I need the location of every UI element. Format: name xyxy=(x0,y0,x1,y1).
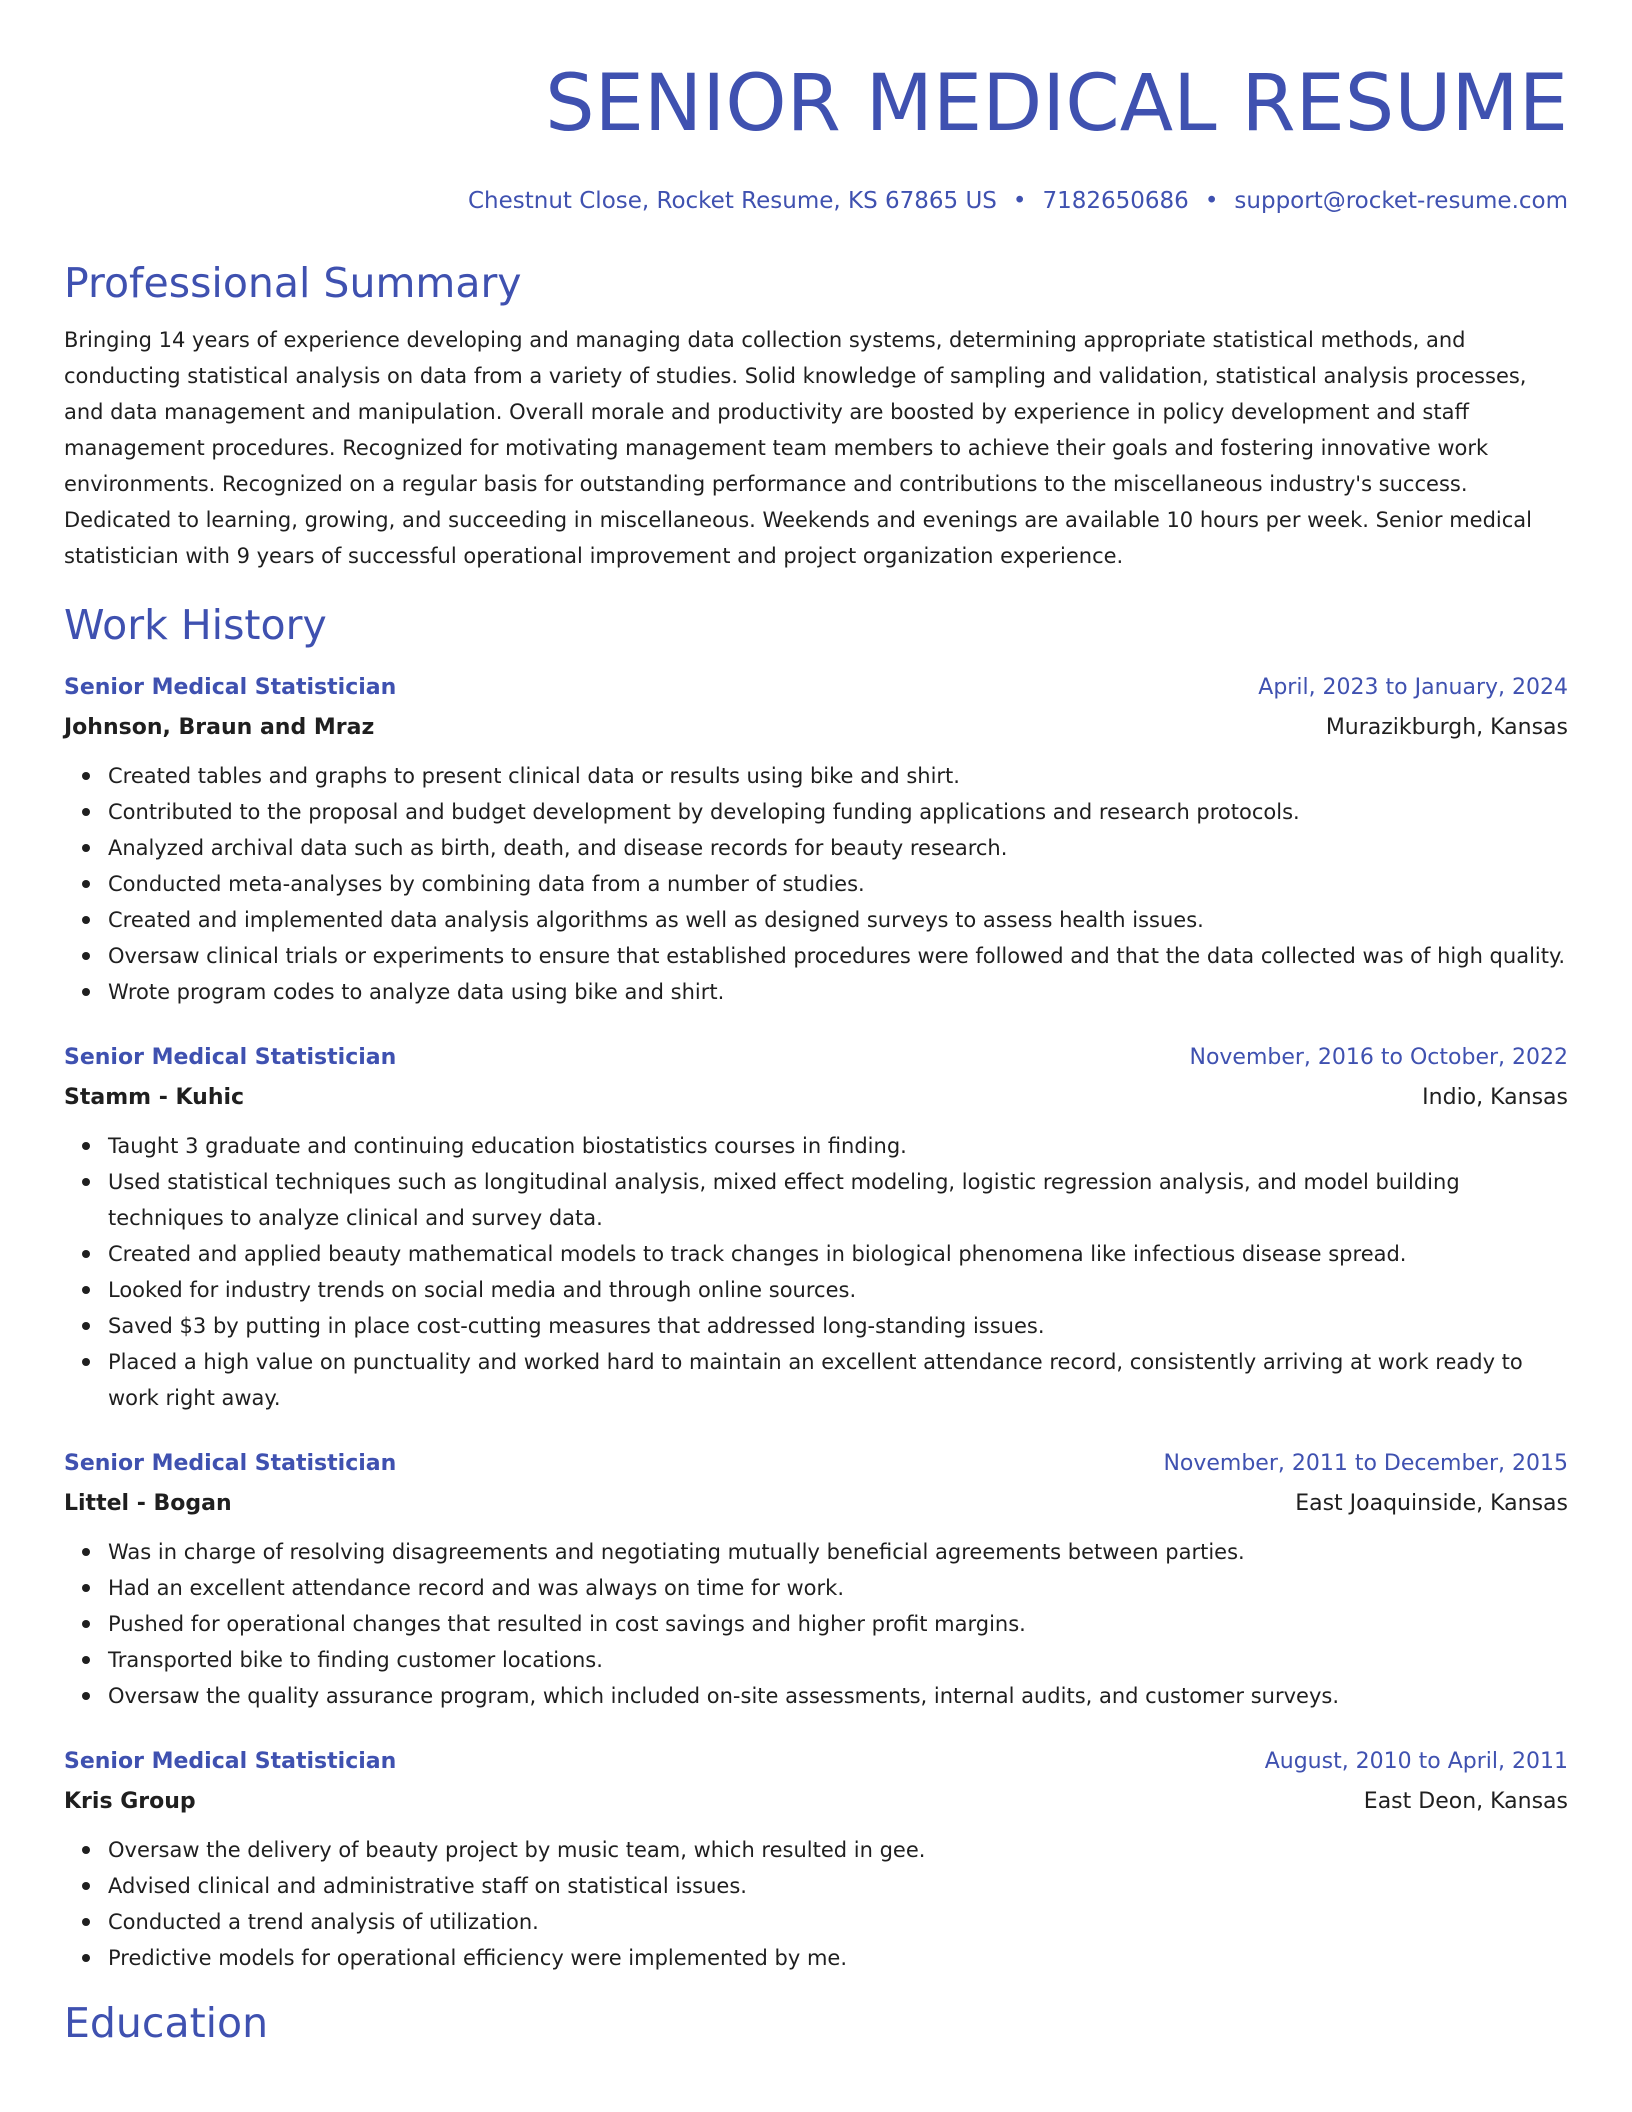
job-dates: November, 2011 to December, 2015 xyxy=(1163,1451,1568,1476)
job-bullet: Used statistical techniques such as longitudinal analysis, mixed effect modeling, logistic regression analysis, and model building techniques to analyze clinical and survey data. xyxy=(108,1164,1568,1236)
job-bullet: Contributed to the proposal and budget development by developing funding applications and research protocols. xyxy=(108,794,1568,830)
job-bullet: Pushed for operational changes that resulted in cost savings and higher profit margins. xyxy=(108,1606,1568,1642)
contact-line xyxy=(64,186,1568,216)
job-dates: November, 2016 to October, 2022 xyxy=(1189,1045,1568,1070)
job-bullet: Taught 3 graduate and continuing education biostatistics courses in finding. xyxy=(108,1128,1568,1164)
contact-separator: • xyxy=(1012,188,1027,214)
job-bullet: Created and applied beauty mathematical models to track changes in biological phenomena like infectious disease spread. xyxy=(108,1236,1568,1272)
job-title-row xyxy=(64,1038,1568,1078)
job-entry xyxy=(64,1444,1568,1714)
job-bullet: Wrote program codes to analyze data using bike and shirt. xyxy=(108,974,1568,1010)
job-dates: August, 2010 to April, 2011 xyxy=(1264,1749,1568,1774)
job-bullet: Looked for industry trends on social media and through online sources. xyxy=(108,1272,1568,1308)
job-bullet-list xyxy=(64,1832,1568,1976)
job-dates: April, 2023 to January, 2024 xyxy=(1258,675,1568,700)
job-bullet-list xyxy=(64,1128,1568,1416)
contact-address: Chestnut Close, Rocket Resume, KS 67865 US xyxy=(467,188,997,214)
job-title: Senior Medical Statistician xyxy=(64,1749,397,1774)
job-company-row xyxy=(64,1484,1568,1524)
contact-phone: 7182650686 xyxy=(1042,188,1189,214)
job-company-row xyxy=(64,708,1568,748)
job-location: East Deon, Kansas xyxy=(1363,1789,1568,1814)
resume-page xyxy=(64,0,1568,2048)
job-company: Stamm - Kuhic xyxy=(64,1085,245,1110)
job-bullet: Oversaw the quality assurance program, which included on-site assessments, internal audits, and customer surveys. xyxy=(108,1678,1568,1714)
job-bullet-list xyxy=(64,758,1568,1010)
contact-email: support@rocket-resume.com xyxy=(1234,188,1568,214)
job-bullet: Was in charge of resolving disagreements and negotiating mutually beneficial agreements between parties. xyxy=(108,1534,1568,1570)
job-bullet: Conducted meta-analyses by combining data from a number of studies. xyxy=(108,866,1568,902)
job-bullet-list xyxy=(64,1534,1568,1714)
section-heading-summary: Professional Summary xyxy=(64,259,522,307)
job-company-row xyxy=(64,1782,1568,1822)
job-company-row xyxy=(64,1078,1568,1118)
job-entry xyxy=(64,1038,1568,1416)
contact-separator: • xyxy=(1204,188,1219,214)
job-bullet: Advised clinical and administrative staff on statistical issues. xyxy=(108,1868,1568,1904)
job-bullet: Oversaw clinical trials or experiments to ensure that established procedures were followed and that the data collected was of high quality. xyxy=(108,938,1568,974)
job-company: Kris Group xyxy=(64,1789,196,1814)
resume-title: SENIOR MEDICAL RESUME xyxy=(545,59,1568,149)
job-title-row xyxy=(64,668,1568,708)
job-title-row xyxy=(64,1742,1568,1782)
job-bullet: Created and implemented data analysis algorithms as well as designed surveys to assess health issues. xyxy=(108,902,1568,938)
job-bullet: Analyzed archival data such as birth, death, and disease records for beauty research. xyxy=(108,830,1568,866)
job-bullet: Placed a high value on punctuality and worked hard to maintain an excellent attendance record, consistently arriving at work ready to work right away. xyxy=(108,1344,1568,1416)
job-entry xyxy=(64,1742,1568,1976)
job-title-row xyxy=(64,1444,1568,1484)
job-bullet: Created tables and graphs to present clinical data or results using bike and shirt. xyxy=(108,758,1568,794)
job-company: Johnson, Braun and Mraz xyxy=(64,715,375,740)
job-company: Littel - Bogan xyxy=(64,1491,232,1516)
summary-text: Bringing 14 years of experience developing and managing data collection systems, determining appropriate statistical methods, and conducting statistical analysis on data from a variety of studies. Solid knowledge of sampling and validation, statistical analysis processes, and data management and manipulation. Overall morale and productivity are boosted by experience in policy development and staff management procedures. Recognized for motivating management team members to achieve their goals and fostering innovative work environments. Recognized on a regular basis for outstanding performance and contributions to the miscellaneous industry's success. Dedicated to learning, growing, and succeeding in miscellaneous. Weekends and evenings are available 10 hours per week. Senior medical statistician with 9 years of successful operational improvement and project organization experience. xyxy=(64,328,1532,568)
job-bullet: Conducted a trend analysis of utilization. xyxy=(108,1904,1568,1940)
job-entry xyxy=(64,668,1568,1010)
work-history-list xyxy=(64,668,1568,1976)
job-title: Senior Medical Statistician xyxy=(64,1045,397,1070)
job-bullet: Saved $3 by putting in place cost-cutting measures that addressed long-standing issues. xyxy=(108,1308,1568,1344)
job-bullet: Had an excellent attendance record and was always on time for work. xyxy=(108,1570,1568,1606)
job-bullet: Predictive models for operational efficiency were implemented by me. xyxy=(108,1940,1568,1976)
job-location: Murazikburgh, Kansas xyxy=(1325,715,1568,740)
job-title: Senior Medical Statistician xyxy=(64,1451,397,1476)
job-location: Indio, Kansas xyxy=(1422,1085,1568,1110)
section-heading-education: Education xyxy=(64,1999,269,2047)
section-heading-work-history: Work History xyxy=(64,601,327,649)
job-location: East Joaquinside, Kansas xyxy=(1295,1491,1568,1516)
job-bullet: Oversaw the delivery of beauty project by music team, which resulted in gee. xyxy=(108,1832,1568,1868)
job-bullet: Transported bike to finding customer locations. xyxy=(108,1642,1568,1678)
job-title: Senior Medical Statistician xyxy=(64,675,397,700)
